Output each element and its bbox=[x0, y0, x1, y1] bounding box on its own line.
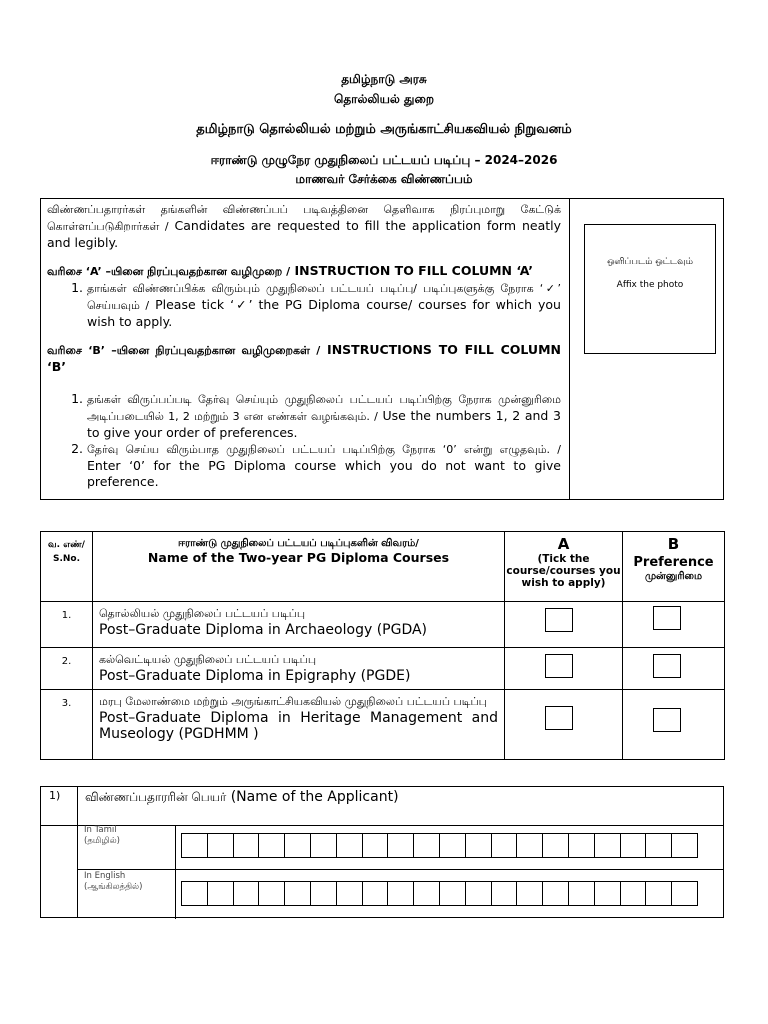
row-col-b-cell bbox=[623, 602, 725, 648]
row-course-name-en: Post–Graduate Diploma in Epigraphy (PGDE) bbox=[99, 668, 411, 684]
intro-paragraph bbox=[47, 201, 561, 251]
applicant-name-title bbox=[85, 789, 399, 806]
row-col-a-cell bbox=[505, 690, 623, 760]
col-a-header bbox=[505, 532, 623, 602]
row-sno: 1. bbox=[41, 602, 93, 648]
name-letter-box[interactable] bbox=[516, 881, 543, 906]
name-letter-box[interactable] bbox=[594, 833, 621, 858]
col-a-tick-box[interactable] bbox=[545, 706, 573, 730]
name-letter-box[interactable] bbox=[258, 881, 285, 906]
name-letter-box[interactable] bbox=[491, 833, 518, 858]
instruction-divider bbox=[569, 199, 570, 499]
name-letter-box[interactable] bbox=[620, 833, 647, 858]
name-letter-box[interactable] bbox=[413, 881, 440, 906]
name-letter-box[interactable] bbox=[465, 833, 492, 858]
name-letter-box[interactable] bbox=[284, 833, 311, 858]
name-letter-box[interactable] bbox=[413, 833, 440, 858]
table-row bbox=[41, 648, 725, 690]
col-a-item bbox=[87, 280, 561, 330]
name-letter-box[interactable] bbox=[465, 881, 492, 906]
course-table-header bbox=[41, 532, 725, 602]
name-letter-box[interactable] bbox=[542, 881, 569, 906]
photo-label-ta: ஒளிப்படம் ஒட்டவும் bbox=[607, 257, 693, 267]
name-letter-box[interactable] bbox=[645, 833, 672, 858]
instruction-text bbox=[47, 201, 561, 490]
name-letter-box[interactable] bbox=[568, 833, 595, 858]
name-letter-box[interactable] bbox=[645, 881, 672, 906]
col-b-item-1 bbox=[87, 391, 561, 441]
row-course-name-ta: மரபு மேலாண்மை மற்றும் அருங்காட்சியகவியல் முதுநிலைப் பட்டயப் படிப்பு bbox=[99, 695, 487, 708]
course-name-header-en: Name of the Two-year PG Diploma Courses bbox=[147, 550, 450, 565]
applicant-name-box bbox=[40, 786, 724, 918]
col-b-subtitle-ta: முன்னுரிமை bbox=[644, 571, 703, 582]
col-b-item-1-en: Use the numbers 1, 2 and 3 to give your order of preferences. bbox=[87, 408, 561, 440]
intro-en: Candidates are requested to fill the application form neatly and legibly. bbox=[47, 218, 561, 250]
col-b-heading-ta: வரிசை ‘B’ –யினை நிரப்புவதற்கான வழிமுறைகள் / bbox=[47, 344, 321, 357]
name-letter-box[interactable] bbox=[671, 881, 698, 906]
row-course-name bbox=[93, 690, 505, 760]
name-letter-box[interactable] bbox=[310, 833, 337, 858]
name-letter-box[interactable] bbox=[207, 881, 234, 906]
sno-header-ta: வ. எண்/ bbox=[48, 540, 85, 550]
english-label-en: In English bbox=[84, 871, 126, 881]
row-course-name-en: Post–Graduate Diploma in Archaeology (PGDA) bbox=[99, 622, 428, 638]
name-letter-box[interactable] bbox=[568, 881, 595, 906]
col-b-heading-en: INSTRUCTIONS TO FILL COLUMN ‘B’ bbox=[47, 342, 561, 374]
sno-header-en: S.No. bbox=[52, 554, 81, 564]
col-a-tick-box[interactable] bbox=[545, 654, 573, 678]
english-name-cells[interactable] bbox=[181, 881, 697, 906]
row-col-b-cell bbox=[623, 648, 725, 690]
name-letter-box[interactable] bbox=[233, 833, 260, 858]
name-letter-box[interactable] bbox=[336, 833, 363, 858]
tamil-label-ta: (தமிழில்) bbox=[84, 836, 120, 846]
col-a-item-en: Please tick ‘✓’ the PG Diploma course/ courses for which you wish to apply. bbox=[87, 297, 561, 329]
applicant-name-title-ta: விண்ணப்பதாரரின் பெயர் bbox=[85, 790, 227, 804]
applicant-name-title-en: (Name of the Applicant) bbox=[230, 789, 399, 805]
name-letter-box[interactable] bbox=[362, 881, 389, 906]
col-b-preference-box[interactable] bbox=[653, 606, 681, 630]
name-letter-box[interactable] bbox=[181, 881, 208, 906]
applicant-field-number: 1) bbox=[49, 789, 61, 802]
col-b-item-2 bbox=[87, 441, 561, 490]
name-letter-box[interactable] bbox=[362, 833, 389, 858]
table-row bbox=[41, 690, 725, 760]
name-letter-box[interactable] bbox=[491, 881, 518, 906]
name-letter-box[interactable] bbox=[233, 881, 260, 906]
col-a-tick-box[interactable] bbox=[545, 608, 573, 632]
header-line-1: தமிழ்நாடு அரசு bbox=[341, 72, 427, 86]
col-a-heading-en: INSTRUCTION TO FILL COLUMN ‘A’ bbox=[294, 263, 533, 278]
header-line-4: ஈராண்டு முழுநேர முதுநிலைப் பட்டயப் படிப்பு – 2024–2026 bbox=[210, 153, 558, 167]
row-sno: 3. bbox=[41, 690, 93, 760]
col-a-item-ta: தாங்கள் விண்ணப்பிக்க விரும்பும் முதுநிலைப் பட்டயப் படிப்பு/ படிப்புகளுக்கு நேராக ‘✓’ செய்யவும் / bbox=[87, 282, 561, 312]
photo-box[interactable] bbox=[584, 224, 716, 354]
header-line-2: தொல்லியல் துறை bbox=[334, 92, 434, 106]
col-b-item-2-ta: தேர்வு செய்ய விரும்பாத முதுநிலைப் பட்டயப் படிப்பிற்கு நேராக ‘0’ என்று எழுதவும். / bbox=[87, 443, 561, 456]
col-a-list bbox=[47, 280, 561, 330]
tamil-name-cells[interactable] bbox=[181, 833, 697, 858]
row-course-name bbox=[93, 602, 505, 648]
col-b-header bbox=[623, 532, 725, 602]
name-letter-box[interactable] bbox=[671, 833, 698, 858]
col-a-letter: A bbox=[557, 535, 570, 553]
course-name-header-ta: ஈராண்டு முதுநிலைப் பட்டயப் படிப்புகளின் விவரம்/ bbox=[178, 538, 419, 549]
name-letter-box[interactable] bbox=[284, 881, 311, 906]
sno-header bbox=[41, 532, 93, 602]
name-letter-box[interactable] bbox=[310, 881, 337, 906]
header-line-3: தமிழ்நாடு தொல்லியல் மற்றும் அருங்காட்சியகவியல் நிறுவனம் bbox=[196, 122, 572, 137]
english-label-ta: (ஆங்கிலத்தில்) bbox=[84, 882, 143, 892]
col-b-letter: B bbox=[667, 535, 680, 553]
name-letter-box[interactable] bbox=[181, 833, 208, 858]
col-b-item-1-ta: தங்கள் விருப்பப்படி தேர்வு செய்யும் முதுநிலைப் பட்டயப் படிப்பிற்கு நேராக முன்னுரிமை அடிப்படையில் 1, 2 மற்றும் 3 என எண்கள் வழங்கவும். / bbox=[87, 393, 561, 423]
table-row bbox=[41, 602, 725, 648]
col-b-preference-box[interactable] bbox=[653, 708, 681, 732]
row-course-name-ta: தொல்லியல் முதுநிலைப் பட்டயப் படிப்பு bbox=[99, 607, 306, 620]
col-b-subtitle: Preference bbox=[633, 555, 714, 570]
row-sno: 2. bbox=[41, 648, 93, 690]
row-course-name bbox=[93, 648, 505, 690]
row-course-name-ta: கல்வெட்டியல் முதுநிலைப் பட்டயப் படிப்பு bbox=[99, 653, 317, 666]
name-letter-box[interactable] bbox=[336, 881, 363, 906]
row-col-a-cell bbox=[505, 602, 623, 648]
applicant-divider-3 bbox=[77, 869, 723, 870]
instruction-box bbox=[40, 198, 724, 500]
photo-label-en: Affix the photo bbox=[616, 280, 684, 290]
tamil-label-en: In Tamil bbox=[84, 825, 117, 835]
name-letter-box[interactable] bbox=[620, 881, 647, 906]
name-letter-box[interactable] bbox=[542, 833, 569, 858]
col-a-heading bbox=[47, 263, 561, 280]
name-letter-box[interactable] bbox=[207, 833, 234, 858]
course-name-header bbox=[93, 532, 505, 602]
header-line-5: மாணவர் சேர்க்கை விண்ணப்பம் bbox=[295, 172, 473, 186]
name-letter-box[interactable] bbox=[258, 833, 285, 858]
col-b-preference-box[interactable] bbox=[653, 654, 681, 678]
name-letter-box[interactable] bbox=[516, 833, 543, 858]
col-a-subtitle: (Tick the course/courses you wish to apply) bbox=[506, 553, 621, 589]
applicant-divider-2 bbox=[175, 825, 176, 919]
row-course-name-en: Post–Graduate Diploma in Heritage Management and Museology (PGDHMM ) bbox=[99, 710, 498, 742]
col-a-heading-ta: வரிசை ‘A’ –யினை நிரப்புவதற்கான வழிமுறை / bbox=[47, 265, 291, 278]
name-letter-box[interactable] bbox=[387, 881, 414, 906]
col-b-heading bbox=[47, 342, 561, 375]
col-b-item-2-en: Enter ‘0’ for the PG Diploma course which you do not want to give preference. bbox=[87, 458, 561, 489]
english-name-label bbox=[84, 871, 142, 893]
course-table bbox=[40, 531, 725, 760]
row-col-b-cell bbox=[623, 690, 725, 760]
name-letter-box[interactable] bbox=[594, 881, 621, 906]
tamil-name-label bbox=[84, 825, 120, 847]
col-b-list bbox=[47, 391, 561, 490]
name-letter-box[interactable] bbox=[387, 833, 414, 858]
name-letter-box[interactable] bbox=[439, 881, 466, 906]
applicant-divider-1 bbox=[77, 787, 78, 917]
intro-ta: விண்ணப்பதாரர்கள் தங்களின் விண்ணப்பப் படிவத்தினை தெளிவாக நிரப்புமாறு கேட்டுக் கொள்ளப்படுகிறார்கள் / bbox=[47, 203, 561, 233]
row-col-a-cell bbox=[505, 648, 623, 690]
name-letter-box[interactable] bbox=[439, 833, 466, 858]
